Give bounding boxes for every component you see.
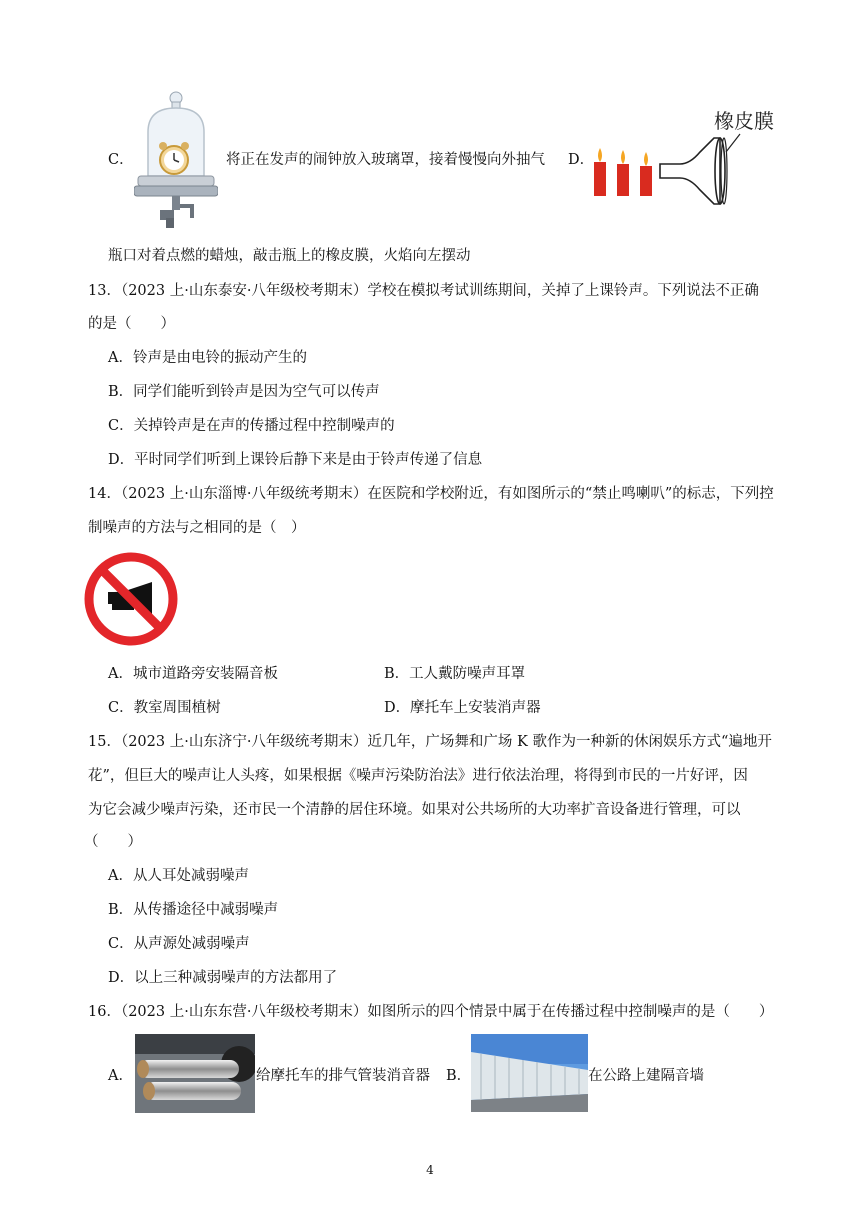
membrane-label: 橡皮膜 [714, 111, 774, 133]
q16-option-b-label: B． [446, 1068, 472, 1084]
q15-option-c: C．从声源处减弱噪声 [108, 936, 250, 952]
q13-option-d: D．平时同学们听到上课铃后静下来是由于铃声传递了信息 [108, 452, 483, 468]
q14-stem-line1: 14．（2023 上·山东淄博·八年级统考期末）在医院和学校附近，有如图所示的“禁止鸣喇叭”的标志，下列控 [88, 486, 774, 502]
q14-option-b: B．工人戴防噪声耳罩 [384, 666, 526, 682]
q12-option-c-label: C． [108, 152, 134, 168]
bell-jar-alarm-clock-image [134, 90, 218, 232]
q12-option-d-text: 瓶口对着点燃的蜡烛，敲击瓶上的橡皮膜，火焰向左摆动 [108, 248, 471, 264]
q13-stem-line1: 13．（2023 上·山东泰安·八年级校考期末）学校在模拟考试训练期间，关掉了上课铃声。下列说法不正确 [88, 283, 759, 299]
q15-option-a: A．从人耳处减弱噪声 [108, 868, 249, 884]
q15-stem-line1: 15．（2023 上·山东济宁·八年级统考期末）近几年，广场舞和广场 K 歌作为一种新的休闲娱乐方式“遍地开 [88, 734, 772, 750]
q13-option-c: C．关掉铃声是在声的传播过程中控制噪声的 [108, 418, 395, 434]
q15-option-d: D．以上三种减弱噪声的方法都用了 [108, 970, 338, 986]
page-number: 4 [426, 1163, 434, 1177]
q12-option-d-label: D． [568, 152, 595, 168]
q16-stem-line1: 16．（2023 上·山东东营·八年级校考期末）如图所示的四个情景中属于在传播过程中控制噪声的是（ ） [88, 1004, 774, 1020]
q16-option-a-text: 给摩托车的排气管装消音器 [256, 1068, 430, 1084]
q12-option-c-text: 将正在发声的闹钟放入玻璃罩，接着慢慢向外抽气 [226, 152, 545, 168]
candles-bottle-membrane-image [590, 108, 790, 210]
q16-option-b-text: 在公路上建隔音墙 [588, 1068, 704, 1084]
q13-option-a: A．铃声是由电铃的振动产生的 [108, 350, 307, 366]
motorcycle-exhaust-photo [135, 1034, 255, 1113]
q14-option-d: D．摩托车上安装消声器 [384, 700, 541, 716]
q14-option-c: C．教室周围植树 [108, 700, 221, 716]
q15-option-b: B．从传播途径中减弱噪声 [108, 902, 279, 918]
q14-stem-line2: 制噪声的方法与之相同的是（ ） [88, 520, 306, 536]
q15-stem-line4: （ ） [84, 834, 142, 850]
q13-stem-line2: 的是（ ） [88, 316, 175, 332]
q15-stem-line3: 为它会减少噪声污染，还市民一个清静的居住环境。如果对公共场所的大功率扩音设备进行管理，可以 [88, 802, 741, 818]
no-honking-sign-icon [84, 552, 178, 646]
noise-barrier-wall-photo [471, 1034, 588, 1112]
q13-option-b: B．同学们能听到铃声是因为空气可以传声 [108, 384, 380, 400]
q15-stem-line2: 花”，但巨大的噪声让人头疼，如果根据《噪声污染防治法》进行依法治理，将得到市民的一片好评，因 [88, 768, 748, 784]
q14-option-a: A．城市道路旁安装隔音板 [108, 666, 278, 682]
q16-option-a-label: A． [108, 1068, 133, 1084]
